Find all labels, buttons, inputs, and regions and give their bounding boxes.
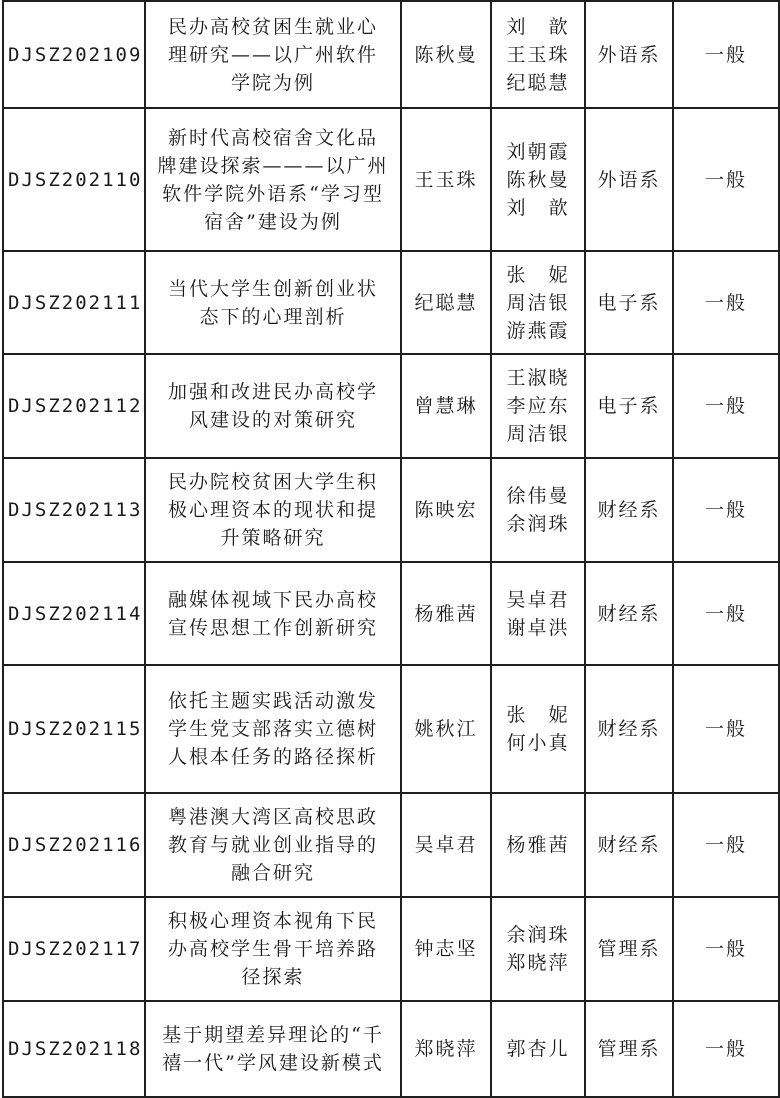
project-members: 张 妮 周洁银 游燕霞 — [491, 251, 585, 354]
project-department: 财经系 — [585, 665, 673, 793]
project-members: 王淑晓 李应东 周洁银 — [491, 354, 585, 458]
project-code: DJSZ202117 — [3, 897, 145, 1001]
project-code: DJSZ202110 — [3, 108, 145, 251]
project-leader: 纪聪慧 — [401, 251, 491, 354]
project-leader: 钟志坚 — [401, 897, 491, 1001]
project-title: 依托主题实践活动激发 学生党支部落实立德树 人根本任务的路径探析 — [145, 665, 401, 793]
project-members: 张 妮 何小真 — [491, 665, 585, 793]
project-department: 财经系 — [585, 793, 673, 897]
project-members: 刘 歆 王玉珠 纪聪慧 — [491, 1, 585, 108]
project-department: 管理系 — [585, 897, 673, 1001]
table-row — [3, 897, 779, 1001]
table-row — [3, 1001, 779, 1097]
project-department: 管理系 — [585, 1001, 673, 1097]
project-code: DJSZ202114 — [3, 562, 145, 665]
project-leader: 郑晓萍 — [401, 1001, 491, 1097]
project-code: DJSZ202118 — [3, 1001, 145, 1097]
project-leader: 杨雅茜 — [401, 562, 491, 665]
project-list-table — [2, 0, 780, 1098]
project-department: 外语系 — [585, 108, 673, 251]
project-members: 杨雅茜 — [491, 793, 585, 897]
table-body — [3, 1, 779, 1097]
table-row — [3, 251, 779, 354]
project-level: 一般 — [673, 562, 779, 665]
project-department: 电子系 — [585, 354, 673, 458]
project-leader: 陈映宏 — [401, 458, 491, 562]
project-title: 当代大学生创新创业状 态下的心理剖析 — [145, 251, 401, 354]
project-level: 一般 — [673, 1, 779, 108]
project-level: 一般 — [673, 251, 779, 354]
project-code: DJSZ202109 — [3, 1, 145, 108]
table-row — [3, 458, 779, 562]
table-row — [3, 665, 779, 793]
project-title: 加强和改进民办高校学 风建设的对策研究 — [145, 354, 401, 458]
project-code: DJSZ202115 — [3, 665, 145, 793]
project-members: 刘朝霞 陈秋曼 刘 歆 — [491, 108, 585, 251]
project-members: 余润珠 郑晓萍 — [491, 897, 585, 1001]
project-leader: 陈秋曼 — [401, 1, 491, 108]
table-row — [3, 354, 779, 458]
project-members: 吴卓君 谢卓洪 — [491, 562, 585, 665]
project-level: 一般 — [673, 1001, 779, 1097]
project-leader: 曾慧琳 — [401, 354, 491, 458]
project-leader: 吴卓君 — [401, 793, 491, 897]
project-department: 财经系 — [585, 562, 673, 665]
project-title: 民办高校贫困生就业心 理研究——以广州软件 学院为例 — [145, 1, 401, 108]
project-leader: 王玉珠 — [401, 108, 491, 251]
project-level: 一般 — [673, 458, 779, 562]
table-row — [3, 108, 779, 251]
project-department: 外语系 — [585, 1, 673, 108]
project-department: 财经系 — [585, 458, 673, 562]
project-code: DJSZ202111 — [3, 251, 145, 354]
project-department: 电子系 — [585, 251, 673, 354]
project-code: DJSZ202112 — [3, 354, 145, 458]
project-level: 一般 — [673, 665, 779, 793]
table-row — [3, 562, 779, 665]
project-code: DJSZ202116 — [3, 793, 145, 897]
project-level: 一般 — [673, 354, 779, 458]
project-members: 徐伟曼 余润珠 — [491, 458, 585, 562]
project-title: 基于期望差异理论的“千 禧一代”学风建设新模式 — [145, 1001, 401, 1097]
project-level: 一般 — [673, 897, 779, 1001]
project-members: 郭杏儿 — [491, 1001, 585, 1097]
project-leader: 姚秋江 — [401, 665, 491, 793]
project-level: 一般 — [673, 108, 779, 251]
project-title: 粤港澳大湾区高校思政 教育与就业创业指导的 融合研究 — [145, 793, 401, 897]
project-title: 民办院校贫困大学生积 极心理资本的现状和提 升策略研究 — [145, 458, 401, 562]
project-code: DJSZ202113 — [3, 458, 145, 562]
project-level: 一般 — [673, 793, 779, 897]
table-row — [3, 1, 779, 108]
project-title: 积极心理资本视角下民 办高校学生骨干培养路 径探索 — [145, 897, 401, 1001]
project-title: 融媒体视域下民办高校 宣传思想工作创新研究 — [145, 562, 401, 665]
project-title: 新时代高校宿舍文化品 牌建设探索———以广州 软件学院外语系“学习型 宿舍”建设为例 — [145, 108, 401, 251]
table-row — [3, 793, 779, 897]
